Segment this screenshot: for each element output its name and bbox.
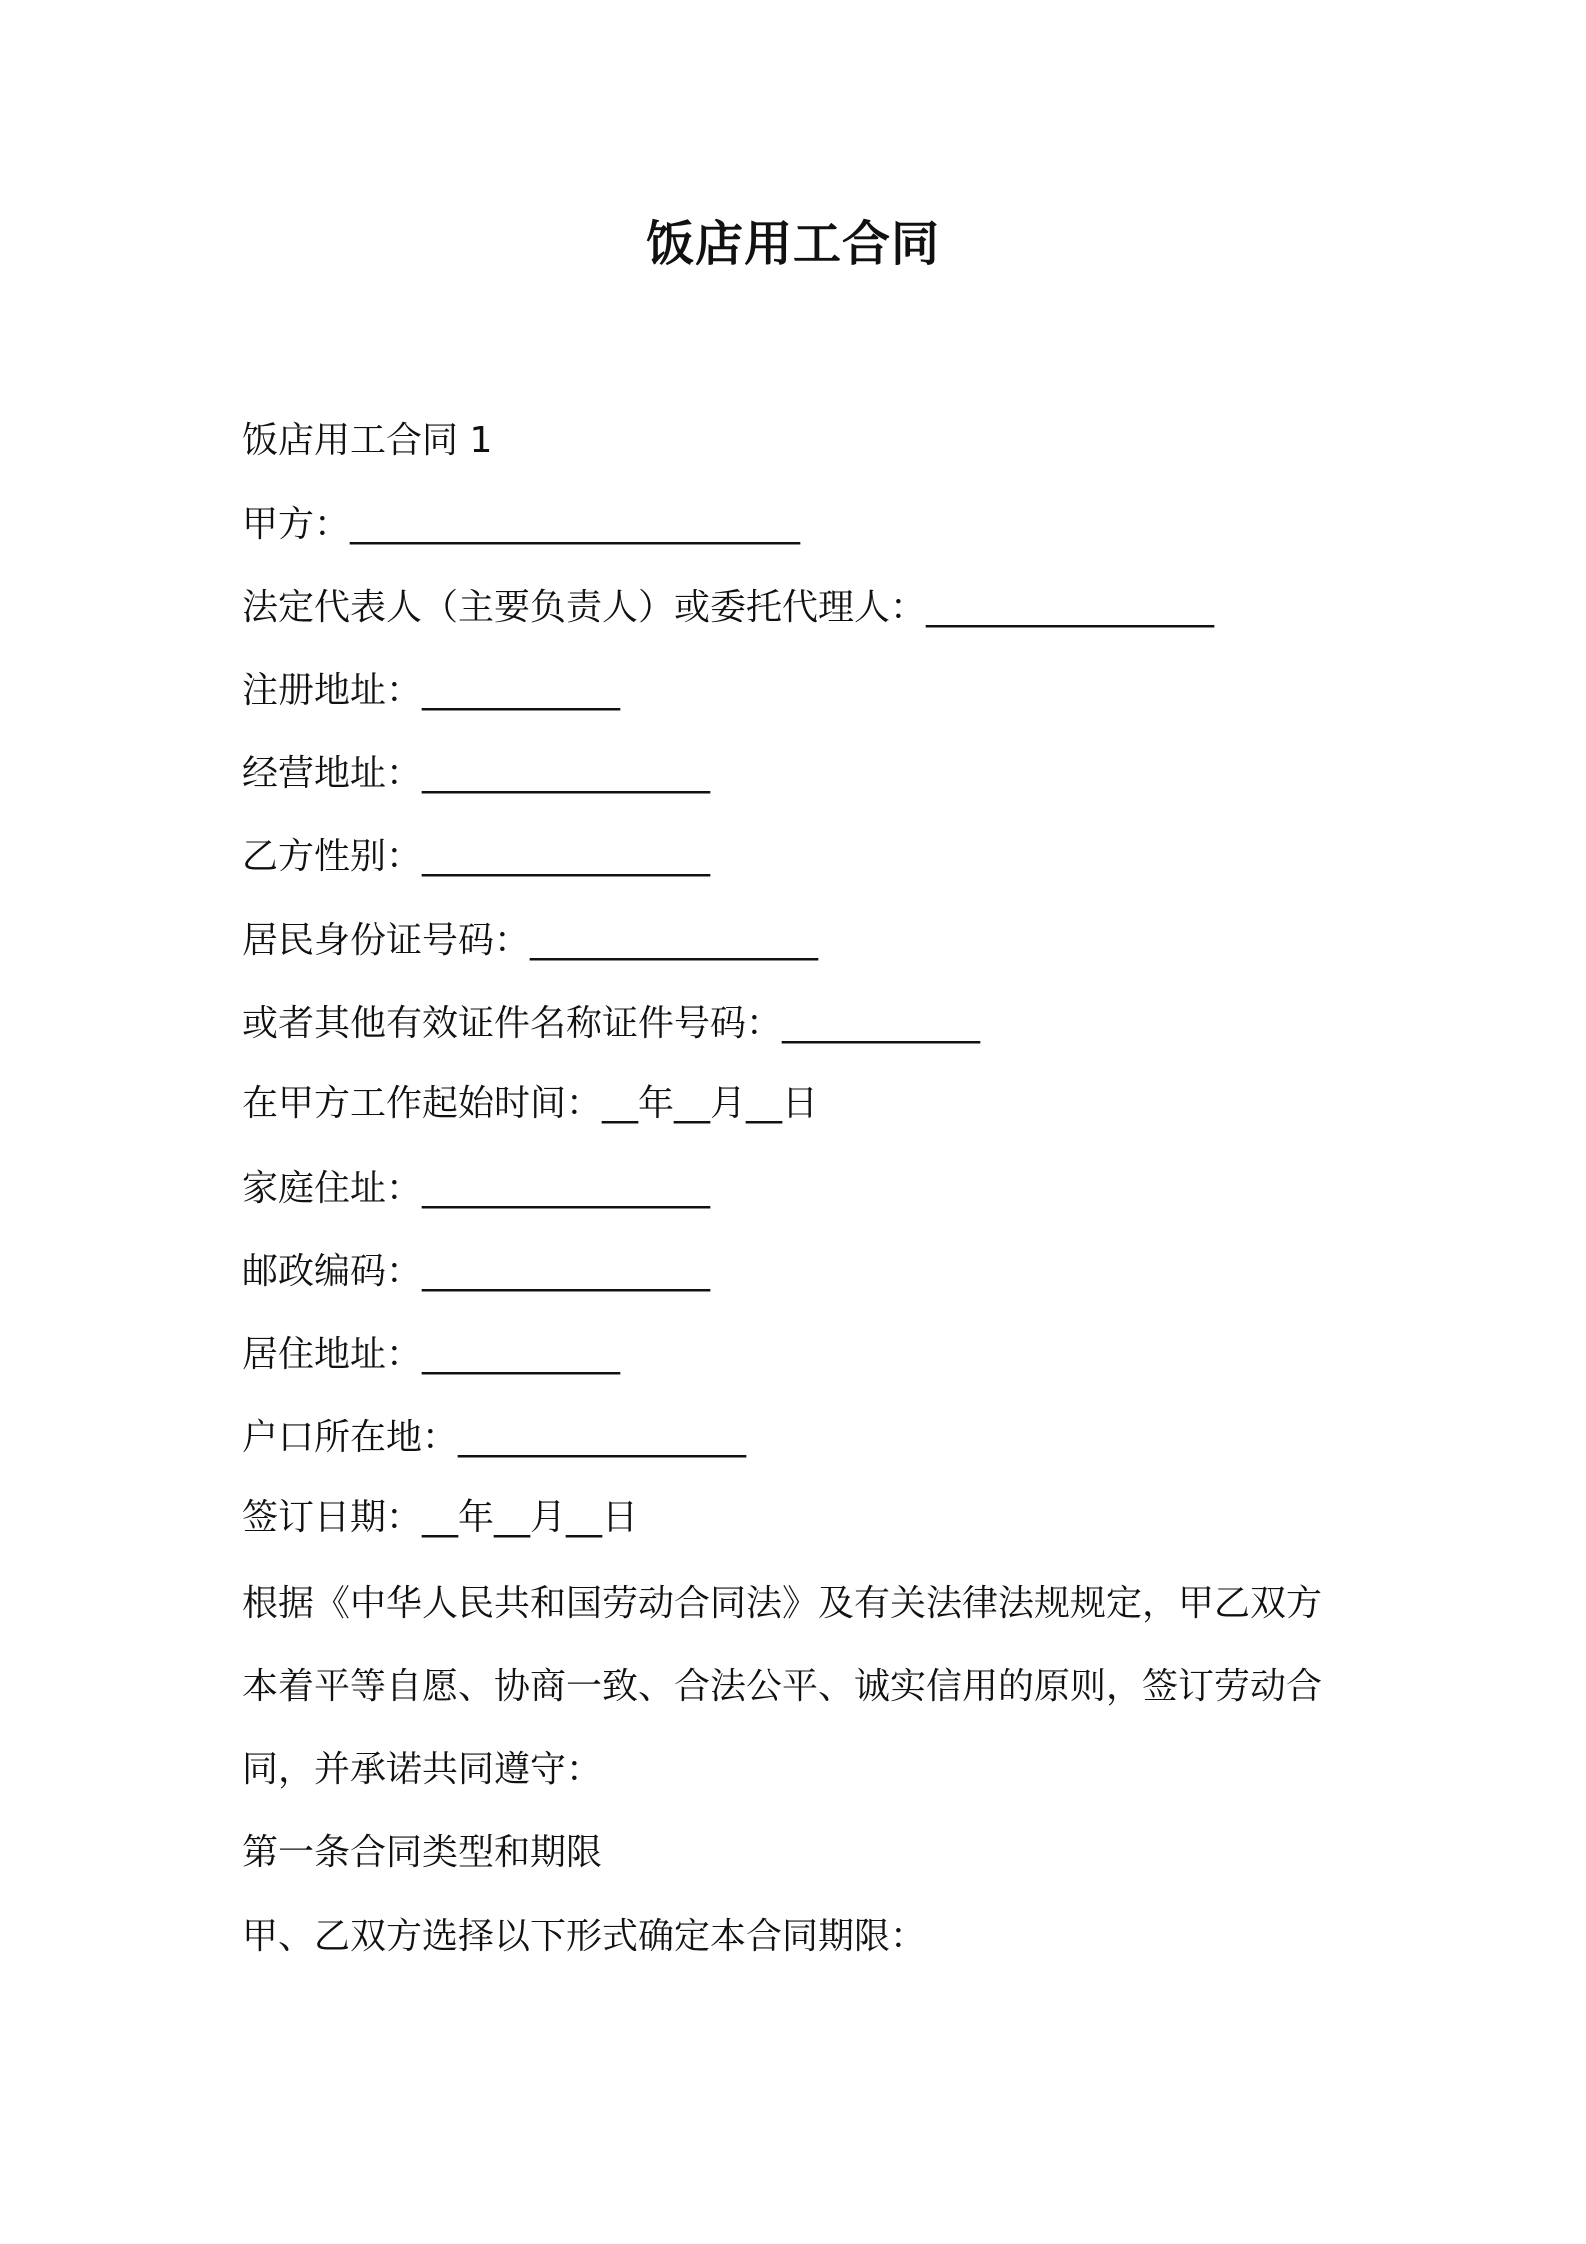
field-legal-representative: 法定代表人（主要负责人）或委托代理人：________________ xyxy=(242,587,1215,628)
paragraph-line: 本着平等自愿、协商一致、合法公平、诚实信用的原则，签订劳动合 xyxy=(242,1666,1323,1707)
field-other-id: 或者其他有效证件名称证件号码：___________ xyxy=(242,1003,981,1044)
field-party-b-gender: 乙方性别：________________ xyxy=(242,836,711,877)
field-postal-code: 邮政编码：________________ xyxy=(242,1251,711,1292)
field-registered-address: 注册地址：___________ xyxy=(242,670,621,711)
field-signing-date: 签订日期：__年__月__日 xyxy=(242,1497,639,1538)
paragraph-line: 根据《中华人民共和国劳动合同法》及有关法律法规规定，甲乙双方 xyxy=(242,1583,1323,1624)
field-household-registration: 户口所在地：________________ xyxy=(242,1417,747,1458)
section-title: 饭店用工合同 1 xyxy=(242,420,493,461)
field-business-address: 经营地址：________________ xyxy=(242,753,711,794)
field-id-number: 居民身份证号码：________________ xyxy=(242,920,819,961)
field-home-address: 家庭住址：________________ xyxy=(242,1168,711,1209)
field-start-date: 在甲方工作起始时间：__年__月__日 xyxy=(242,1083,819,1124)
article-text: 甲、乙双方选择以下形式确定本合同期限： xyxy=(242,1916,927,1957)
paragraph-line: 同，并承诺共同遵守： xyxy=(242,1749,603,1790)
document-title: 饭店用工合同 xyxy=(645,216,940,272)
field-party-a: 甲方：_________________________ xyxy=(242,504,801,545)
field-residence-address: 居住地址：___________ xyxy=(242,1334,621,1375)
article-title: 第一条合同类型和期限 xyxy=(242,1832,603,1873)
